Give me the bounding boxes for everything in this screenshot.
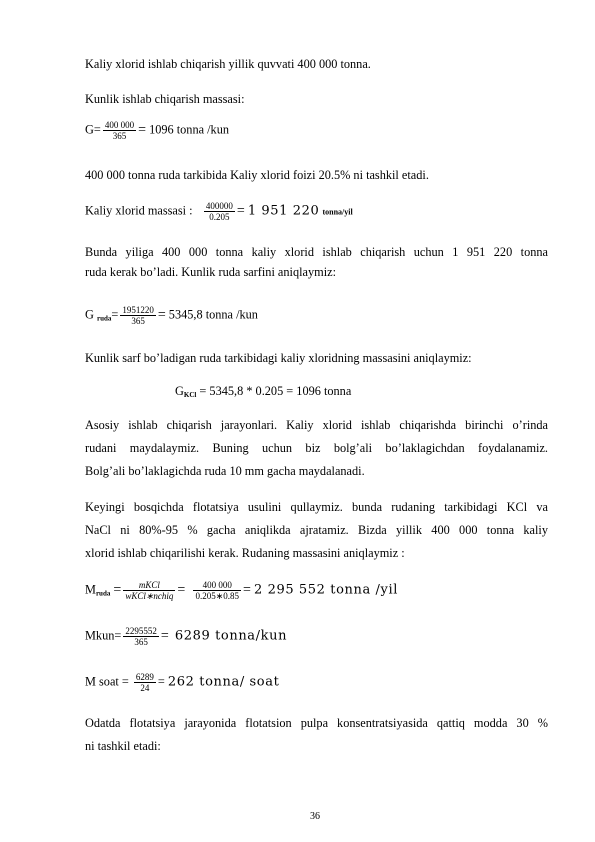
fraction-numerator: 400 000	[193, 580, 241, 591]
para-flotation-1: Keyingi bosqichda flotatsiya usulini qullaymiz. bunda rudaning tarkibidagi KCl va	[85, 500, 548, 514]
fraction-denominator: 365	[131, 316, 145, 326]
equation-g-ore	[85, 305, 258, 326]
fraction-numerator: mKCl	[123, 580, 175, 591]
eq-equals: =	[113, 582, 122, 598]
para-pulp-2: ni tashkil etadi:	[85, 739, 161, 753]
fraction-denominator: 0.205∗0.85	[195, 591, 239, 601]
eq-operator: =	[242, 582, 251, 598]
eq-operator: =	[138, 122, 146, 138]
equation-kcl-mass	[85, 201, 353, 222]
fraction-values	[193, 580, 241, 601]
eq-subscript: ruda	[95, 589, 111, 598]
eq-lhs: M soat =	[85, 674, 129, 689]
para-process-1: Asosiy ishlab chiqarish jarayonlari. Kaliy xlorid ishlab chiqarishda birinchi o’rinda	[85, 418, 548, 432]
eq-result: 262 tonna/ soat	[167, 674, 280, 690]
para-kcl-in-ore: Kunlik sarf bo’ladigan ruda tarkibidagi kaliy xloridning massasini aniqlaymiz:	[85, 351, 472, 365]
para-flotation-2: NaCl ni 80%-95 % gacha aniqlikda ajratamiz. Bizda yillik 400 000 tonna kaliy	[85, 523, 548, 537]
eq-result: 2 295 552 tonna /yil	[253, 582, 398, 598]
para-annual-capacity: Kaliy xlorid ishlab chiqarish yillik quvvati 400 000 tonna.	[85, 57, 371, 71]
eq-result: 1096 tonna /kun	[149, 122, 229, 137]
para-daily-mass: Kunlik ishlab chiqarish massasi:	[85, 92, 245, 106]
fraction-numerator: 1951220	[122, 305, 154, 315]
para-process-2: rudani maydalaymiz. Buning uchun biz bolg’ali bo’laklagichdan foydalanamiz.	[85, 441, 548, 455]
para-process-3: Bolg’ali bo’laklagichda ruda 10 mm gacha maydalanadi.	[85, 464, 365, 478]
para-ore-requirement-1: Bunda yiliga 400 000 tonna kaliy xlorid ishlab chiqarish uchun 1 951 220 tonna	[85, 245, 548, 259]
eq-operator: =	[236, 203, 245, 219]
eq-result: = 5345,8 * 0.205 = 1096 tonna	[199, 384, 352, 398]
eq-subscript: KCl	[183, 391, 197, 399]
eq-lhs: G	[85, 307, 94, 322]
eq-value: 1 951 220	[247, 203, 320, 219]
eq-lhs: M	[85, 582, 96, 597]
eq-operator: =	[160, 628, 169, 644]
fraction-numerator: 2295552	[125, 626, 157, 636]
para-kcl-percent: 400 000 tonna ruda tarkibida Kaliy xlorid foizi 20.5% ni tashkil etadi.	[85, 168, 429, 182]
fraction-denominator: wKCl∗nchiq	[125, 591, 174, 601]
para-ore-requirement-2: ruda kerak bo’ladi. Kunlik ruda sarfini aniqlaymiz:	[85, 265, 336, 279]
fraction-denominator: 24	[140, 683, 150, 693]
equation-g-daily	[85, 120, 229, 141]
eq-operator: =	[177, 582, 186, 598]
eq-result: 5345,8 tonna /kun	[168, 307, 258, 322]
eq-unit: tonna/yil	[322, 207, 353, 217]
eq-result: 6289 tonna/kun	[174, 628, 288, 644]
fraction	[204, 201, 235, 222]
equation-m-daily	[85, 626, 287, 647]
eq-equals: =	[111, 307, 119, 322]
fraction-denominator: 365	[112, 131, 127, 141]
equation-g-kcl	[175, 384, 351, 402]
fraction	[134, 672, 156, 693]
equation-m-ore	[85, 580, 398, 601]
fraction-formula	[123, 580, 175, 601]
eq-operator: =	[157, 674, 165, 689]
eq-lhs: G	[175, 384, 184, 398]
fraction	[103, 120, 136, 141]
eq-lhs: Mkun=	[85, 628, 122, 643]
eq-lhs: G=	[85, 122, 101, 137]
fraction	[123, 626, 159, 647]
fraction-numerator: 400 000	[104, 120, 135, 130]
fraction-numerator: 400000	[205, 201, 233, 211]
fraction-denominator: 0.205	[209, 212, 230, 222]
para-pulp-1: Odatda flotatsiya jarayonida flotatsion pulpa konsentratsiyasida qattiq modda 30 %	[85, 716, 548, 730]
equation-m-hourly	[85, 672, 279, 693]
para-flotation-3: xlorid ishlab chiqarilishi kerak. Rudaning massasini aniqlaymiz :	[85, 546, 405, 560]
eq-subscript: ruda	[96, 314, 112, 323]
fraction-denominator: 365	[134, 637, 148, 647]
fraction-numerator: 6289	[135, 672, 154, 682]
fraction	[120, 305, 156, 326]
page-number: 36	[310, 811, 320, 822]
eq-lhs: Kaliy xlorid massasi :	[85, 203, 193, 218]
eq-operator: =	[157, 307, 166, 323]
